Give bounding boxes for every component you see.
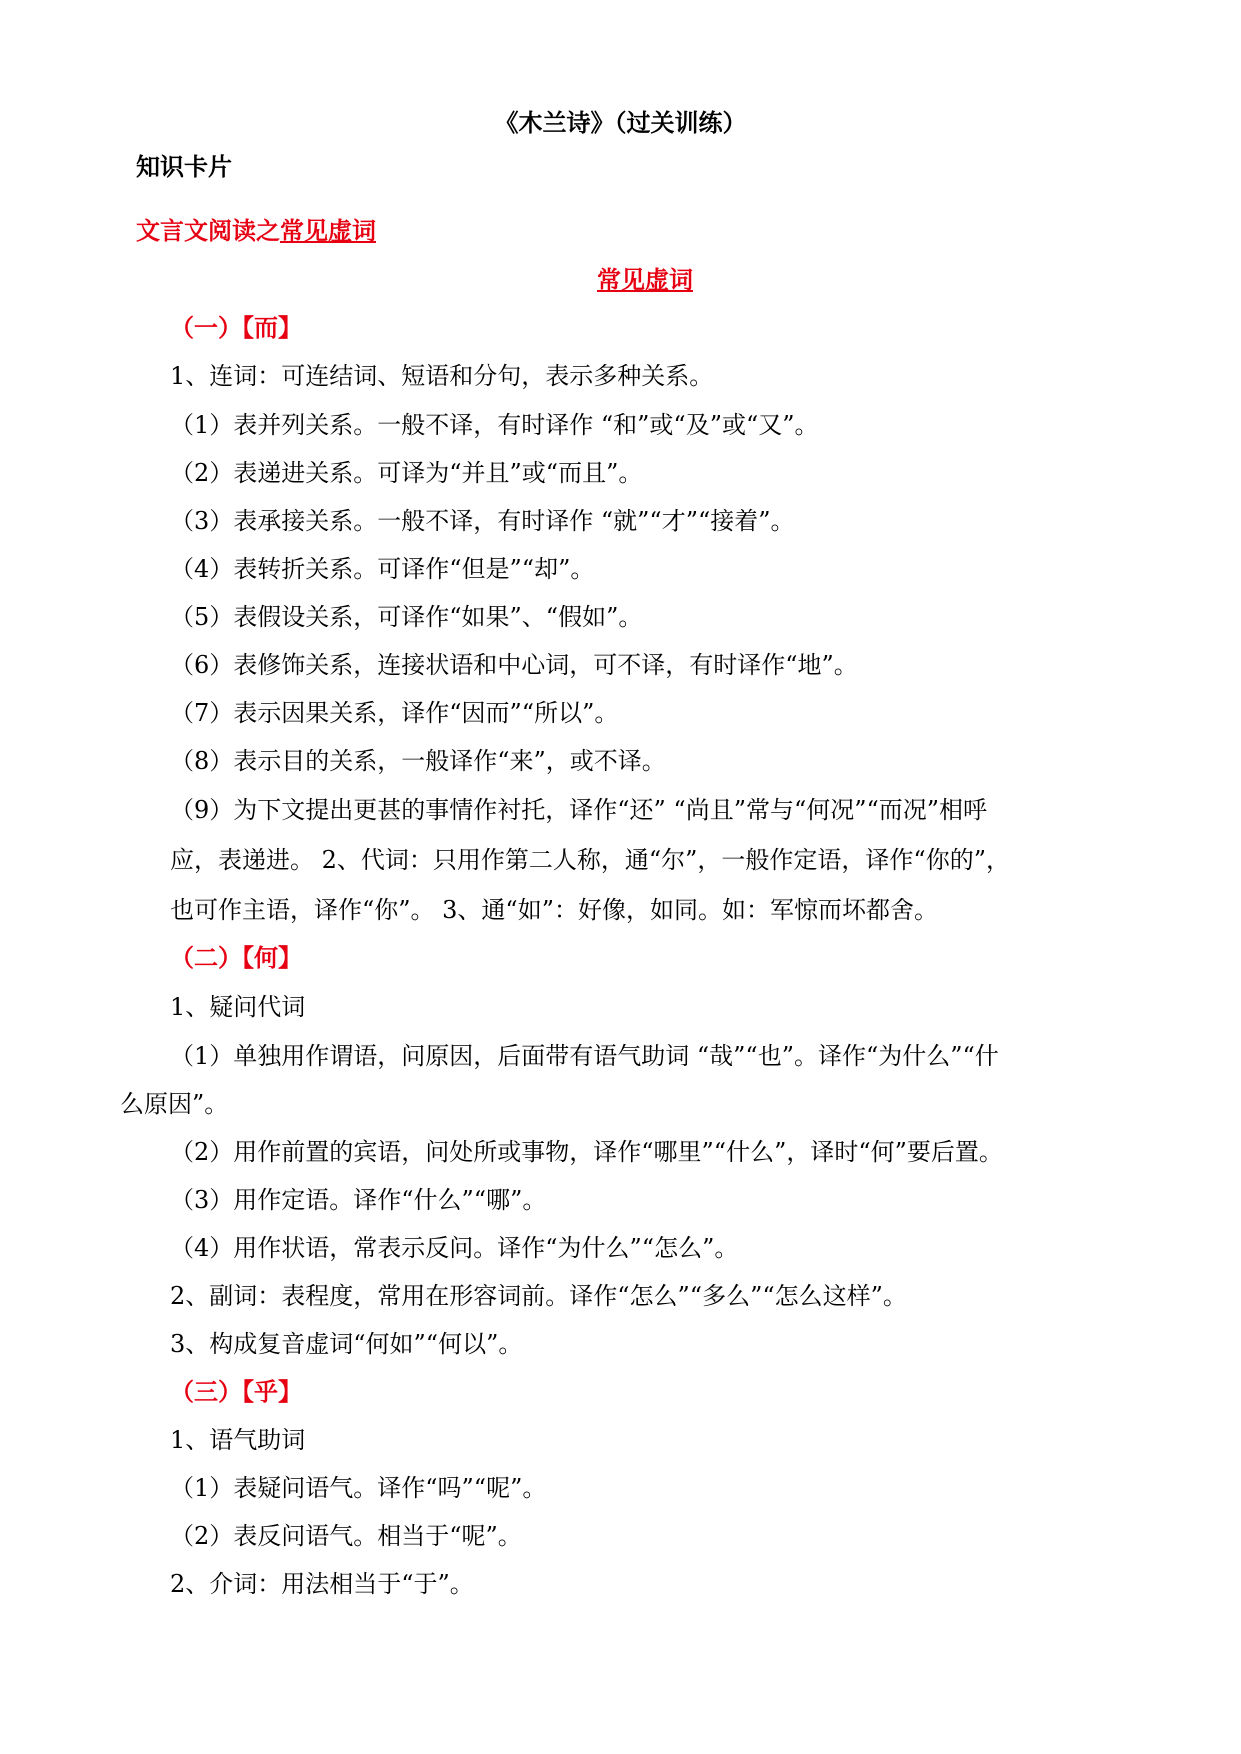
knowledge-card-label: 知识卡片 (136, 152, 232, 181)
er-line: （7）表示因果关系，译作“因而”“所以”。 (170, 699, 619, 727)
er-heading: （一）【而】 (170, 313, 302, 342)
hu-line: 1、语气助词 (170, 1426, 306, 1454)
er-line: （4）表转折关系。可译作“但是”“却”。 (170, 555, 595, 583)
he-line: 2、副词：表程度，常用在形容词前。译作“怎么”“多么”“怎么这样”。 (170, 1282, 907, 1310)
hu-line: （2）表反问语气。相当于“呢”。 (170, 1522, 522, 1550)
hu-heading: （三）【乎】 (170, 1377, 302, 1406)
er-line: 1、连词：可连结词、短语和分句，表示多种关系。 (170, 362, 714, 390)
er-line: （3）表承接关系。一般不译，有时译作 “就”“才”“接着”。 (170, 507, 795, 535)
he-heading: （二）【何】 (170, 943, 302, 972)
er-line: （6）表修饰关系，连接状语和中心词，可不译，有时译作“地”。 (170, 651, 858, 679)
er-line: （5）表假设关系，可译作“如果”、“假如”。 (170, 603, 643, 631)
hu-line: 2、介词：用法相当于“于”。 (170, 1570, 474, 1598)
common-function-words-heading: 常见虚词 (597, 265, 693, 294)
section-heading-underlined: 常见虚词 (280, 216, 376, 245)
he-line: （1）单独用作谓语，问原因，后面带有语气助词 “哉”“也”。译作“为什么”“什 (170, 1042, 999, 1070)
section-heading-prefix: 文言文阅读之 (136, 216, 280, 245)
er-line: 应，表递进。 2、代词：只用作第二人称，通“尔”，一般作定语，译作“你的”， (170, 846, 1010, 874)
er-line: （2）表递进关系。可译为“并且”或“而且”。 (170, 459, 643, 487)
er-line: 也可作主语，译作“你”。 3、通“如”：好像，如同。如：军惊而坏都舍。 (170, 896, 938, 924)
he-line: （4）用作状语，常表示反问。译作“为什么”“怎么”。 (170, 1234, 739, 1262)
he-line: （3）用作定语。译作“什么”“哪”。 (170, 1186, 547, 1214)
he-line: 3、构成复音虚词“何如”“何以”。 (170, 1330, 523, 1358)
hu-line: （1）表疑问语气。译作“吗”“呢”。 (170, 1474, 547, 1502)
section-heading (136, 216, 376, 246)
document-title: 《木兰诗》（过关训练） (494, 108, 747, 137)
er-line: （9）为下文提出更甚的事情作衬托，译作“还” “尚且”常与“何况”“而况”相呼 (170, 796, 988, 824)
er-line: （1）表并列关系。一般不译，有时译作 “和”或“及”或“又”。 (170, 411, 819, 439)
he-line: 么原因”。 (120, 1090, 229, 1118)
he-line: （2）用作前置的宾语，问处所或事物，译作“哪里”“什么”，译时“何”要后置。 (170, 1138, 1003, 1166)
he-line: 1、疑问代词 (170, 993, 306, 1021)
er-line: （8）表示目的关系，一般译作“来”，或不译。 (170, 747, 666, 775)
